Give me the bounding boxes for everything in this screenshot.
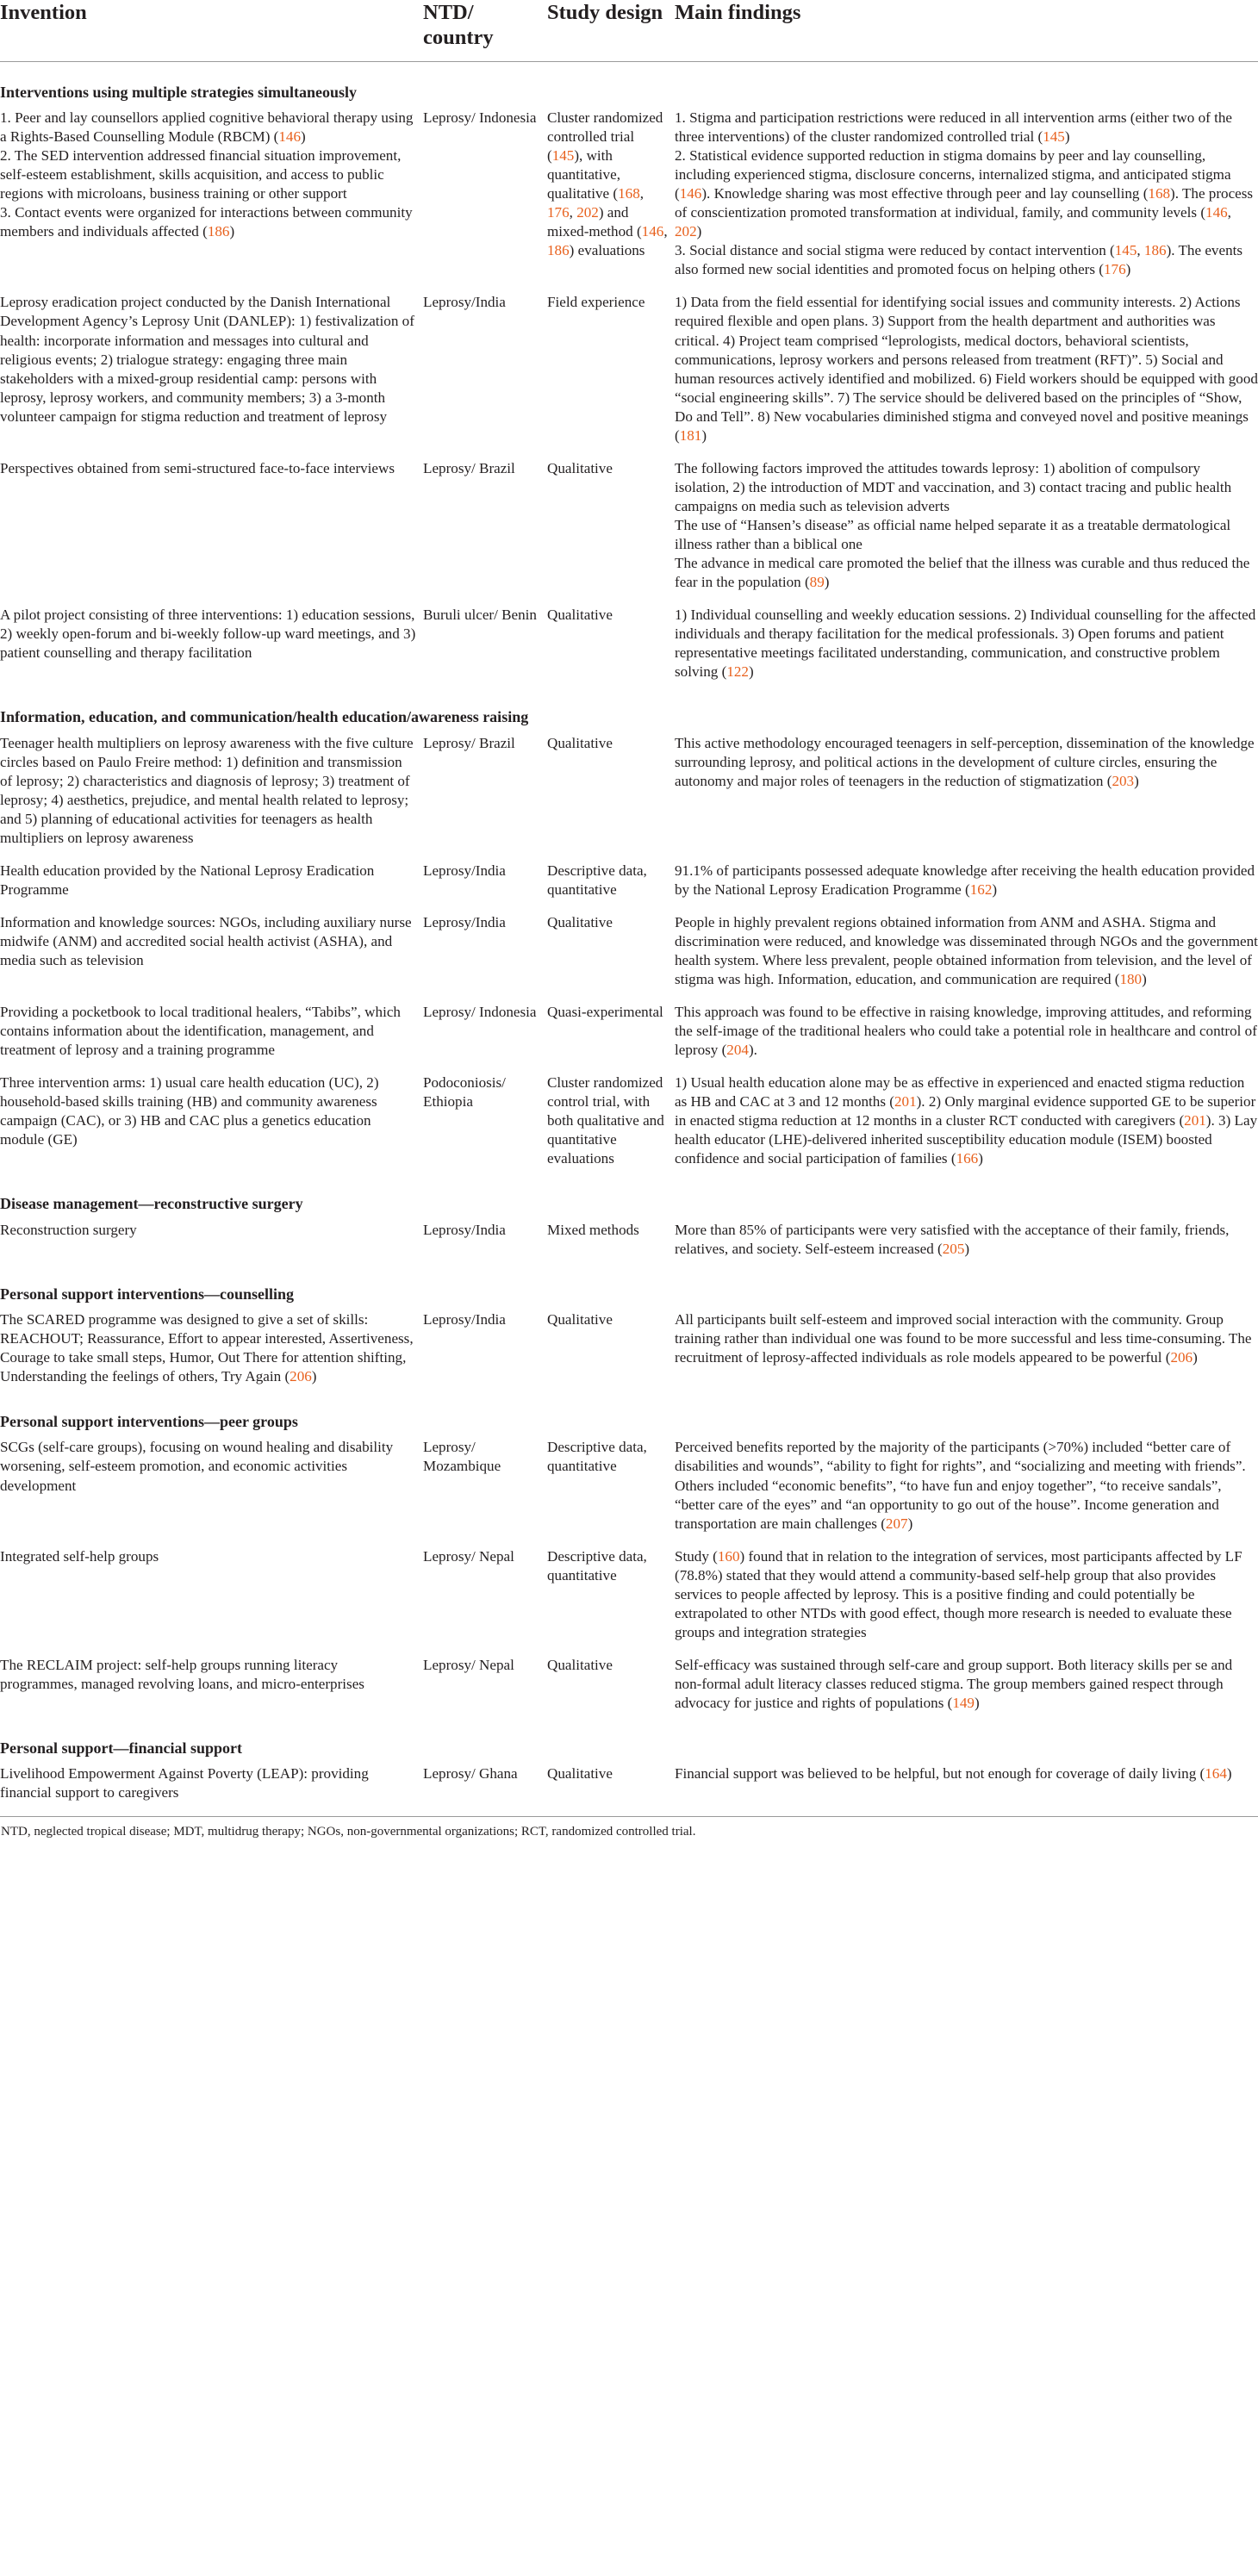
cell-text: ) (1064, 128, 1070, 146)
footnote-row (0, 1817, 1258, 1842)
table-row (0, 109, 1258, 293)
cell-text: ). 2) Only marginal evidence supported GE to be superior in enacted stigma reduction at 12 months in a cluster RCT conducted with caregivers ( (675, 1093, 1256, 1129)
study-design-cell (547, 913, 675, 1003)
ntd-country-cell: Leprosy/ Indonesia (423, 109, 537, 126)
cell-paragraph (0, 203, 416, 241)
cell-text: ) (696, 223, 702, 240)
study-design-cell (547, 606, 675, 695)
cell-text: 1. Peer and lay counsellors applied cognitive behavioral therapy using a Rights-Based Counselling Module (RBCM) ( (0, 109, 414, 146)
citation-link[interactable]: 145 (1114, 242, 1137, 259)
citation-link[interactable]: 160 (717, 1547, 740, 1565)
citation-link[interactable]: 202 (675, 223, 697, 240)
invention-cell (0, 1547, 423, 1656)
cell-paragraph (547, 1310, 668, 1329)
cell-paragraph (675, 109, 1258, 146)
cell-text: Descriptive data, quantitative (547, 1547, 647, 1584)
section-heading-row (0, 61, 1258, 109)
cell-paragraph (547, 862, 668, 899)
main-findings-cell (675, 1547, 1258, 1656)
cell-paragraph (675, 734, 1258, 791)
section-heading: Personal support—financial support (0, 1739, 243, 1758)
invention-cell (0, 734, 423, 862)
header-main-findings: Main findings (675, 0, 1258, 61)
cell-text: Qualitative (547, 913, 613, 930)
cell-text: The advance in medical care promoted the belief that the illness was curable and thus reduced the fear in the population ( (675, 555, 1250, 591)
citation-link[interactable]: 146 (641, 223, 664, 240)
table-row (0, 1547, 1258, 1656)
cell-paragraph (675, 862, 1258, 899)
cell-text: Descriptive data, quantitative (547, 862, 647, 898)
cell-text: ) (1142, 971, 1147, 988)
citation-link[interactable]: 168 (618, 185, 640, 202)
citation-link[interactable]: 164 (1205, 1765, 1227, 1783)
cell-paragraph (547, 1003, 668, 1022)
citation-link[interactable]: 146 (1205, 204, 1228, 221)
cell-text: Qualitative (547, 1765, 613, 1783)
section-heading-row (0, 1727, 1258, 1764)
cell-text: ) evaluations (569, 242, 645, 259)
cell-paragraph (0, 1003, 416, 1060)
citation-link[interactable]: 168 (1148, 185, 1171, 202)
cell-paragraph (675, 1221, 1258, 1259)
cell-text: Mixed methods (547, 1221, 639, 1238)
cell-text: 3. Social distance and social stigma were reduced by contact intervention ( (675, 242, 1115, 259)
citation-link[interactable]: 176 (547, 204, 570, 221)
table-row (0, 293, 1258, 458)
cell-text: Livelihood Empowerment Against Poverty (LEAP): providing financial support to caregivers (0, 1765, 369, 1801)
study-design-cell (547, 1764, 675, 1817)
cell-text: ) and mixed-method ( (547, 204, 642, 240)
cell-text: Field experience (547, 294, 645, 311)
invention-cell (0, 1221, 423, 1272)
table-row (0, 1310, 1258, 1400)
section-heading: Interventions using multiple strategies simultaneously (0, 83, 358, 101)
main-findings-cell (675, 734, 1258, 862)
header-study-design: Study design (547, 0, 675, 61)
citation-link[interactable]: 205 (942, 1240, 965, 1257)
cell-text: The following factors improved the attitudes towards leprosy: 1) abolition of compulsory isolation, 2) the introduction of MDT and vaccination, and 3) contact tracing and public health campaigns on media such as television adverts (675, 459, 1232, 514)
cell-text: , (1137, 242, 1144, 259)
ntd-country-cell: Leprosy/ Mozambique (423, 1439, 501, 1475)
cell-text: Study ( (675, 1547, 718, 1565)
cell-text: Quasi-experimental (547, 1004, 663, 1021)
cell-text: A pilot project consisting of three interventions: 1) education sessions, 2) weekly open-forum and bi-weekly follow-up ward meetings, and 3) patient counselling and therapy facilitation (0, 607, 416, 662)
main-findings-cell (675, 1656, 1258, 1727)
citation-link[interactable]: 201 (1184, 1112, 1206, 1129)
main-findings-cell (675, 293, 1258, 458)
section-heading-row (0, 1400, 1258, 1438)
citation-link[interactable]: 149 (952, 1694, 975, 1711)
cell-paragraph (675, 293, 1258, 445)
cell-text: ) (301, 128, 306, 146)
cell-paragraph (0, 913, 416, 970)
cell-paragraph (0, 109, 416, 146)
table-row (0, 606, 1258, 695)
cell-paragraph (675, 516, 1258, 554)
cell-paragraph (0, 1438, 416, 1495)
table-row (0, 1656, 1258, 1727)
ntd-country-cell: Leprosy/India (423, 913, 506, 930)
main-findings-cell (675, 109, 1258, 293)
cell-paragraph (0, 734, 416, 848)
cell-text: Qualitative (547, 459, 613, 476)
study-design-cell (547, 293, 675, 458)
cell-paragraph (675, 1764, 1258, 1783)
cell-paragraph (547, 1656, 668, 1675)
section-heading: Personal support interventions—peer groups (0, 1413, 298, 1431)
citation-link[interactable]: 146 (679, 185, 702, 202)
cell-text: This approach was found to be effective in raising knowledge, improving attitudes, and reforming the self-image of the traditional healers who could take a potential role in healthcare and control of leprosy ( (675, 1004, 1257, 1059)
table-header (0, 0, 1258, 61)
cell-text: This active methodology encouraged teenagers in self-perception, dissemination of the knowledge surrounding leprosy, and political actions in the development of culture circles, ensuring the autonomy and major roles of teenagers in the reduction of stigmatization ( (675, 734, 1255, 789)
ntd-country-cell: Podoconiosis/ Ethiopia (423, 1074, 506, 1111)
cell-text: ) found that in relation to the integration of services, most participants affected by LF (78.8%) stated that they would attend a community-based self-help group that also provides services to people affected by leprosy. This is a positive finding and could potentially be extrapolated to other NTDs with good effect, though more research is needed to evaluate these groups and integration strategies (675, 1547, 1242, 1640)
cell-paragraph (675, 459, 1258, 516)
citation-link[interactable]: 180 (1119, 971, 1143, 988)
citation-link[interactable]: 207 (885, 1515, 908, 1532)
cell-paragraph (547, 606, 668, 625)
cell-text: ). The events also formed new social identities and promoted focus on helping others ( (675, 242, 1243, 278)
cell-text: ) (1226, 1765, 1232, 1783)
cell-text: ). Knowledge sharing was most effective through peer and lay counselling ( (701, 185, 1149, 202)
ntd-country-cell: Leprosy/India (423, 1311, 506, 1328)
study-design-cell (547, 1221, 675, 1272)
cell-paragraph (675, 554, 1258, 592)
section-heading: Personal support interventions—counselling (0, 1285, 295, 1303)
section-heading-row (0, 1182, 1258, 1220)
citation-link[interactable]: 204 (726, 1042, 749, 1059)
table-body (0, 61, 1258, 1817)
citation-link[interactable]: 201 (894, 1093, 917, 1111)
main-findings-cell (675, 1003, 1258, 1073)
cell-paragraph (675, 146, 1258, 241)
cell-text: Descriptive data, quantitative (547, 1439, 647, 1475)
cell-paragraph (0, 293, 416, 426)
table-row (0, 1221, 1258, 1272)
cell-paragraph (675, 1003, 1258, 1060)
cell-paragraph (0, 606, 416, 663)
cell-text: Teenager health multipliers on leprosy awareness with the five culture circles based on Paulo Freire method: 1) definition and transmission of leprosy; 2) characteristics and diagnosis of leprosy; 3) treatment of leprosy; 4) aesthetics, prejudice, and mental health related to leprosy; and 5) planning of educational activities for teenagers as health multipliers on leprosy awareness (0, 734, 414, 846)
cell-text: Qualitative (547, 607, 613, 624)
cell-paragraph (0, 1221, 416, 1240)
cell-text: 2. Statistical evidence supported reduction in stigma domains by peer and lay counselling, including experienced stigma, disclosure concerns, internalized stigma, and anticipated stigma ( (675, 147, 1231, 202)
citation-link[interactable]: 181 (679, 426, 702, 444)
cell-paragraph (0, 1764, 416, 1802)
cell-text: SCGs (self-care groups), focusing on wound healing and disability worsening, self-esteem promotion, and economic activities development (0, 1439, 394, 1494)
citation-link[interactable]: 162 (969, 880, 993, 898)
invention-cell (0, 459, 423, 606)
section-heading-row (0, 1272, 1258, 1310)
ntd-country-cell: Leprosy/India (423, 1221, 506, 1238)
cell-paragraph (547, 1221, 668, 1240)
study-design-cell (547, 109, 675, 293)
cell-text: Qualitative (547, 734, 613, 751)
invention-cell (0, 1764, 423, 1817)
cell-paragraph (0, 146, 416, 203)
cell-paragraph (675, 241, 1258, 279)
study-design-cell (547, 734, 675, 862)
main-findings-cell (675, 913, 1258, 1003)
header-invention: Invention (0, 0, 423, 61)
cell-text: ) (964, 1240, 970, 1257)
cell-text: ) (1134, 772, 1139, 789)
cell-text: 1) Usual health education alone may be as effective in experienced and enacted stigma reduction as HB and CAC at 3 and 12 months ( (675, 1074, 1245, 1111)
cell-text: Providing a pocketbook to local traditional healers, “Tabibs”, which contains information about the identification, management, and treatment of leprosy and a training programme (0, 1004, 401, 1059)
main-findings-cell (675, 606, 1258, 695)
invention-cell (0, 1003, 423, 1073)
cell-text: ) (907, 1515, 913, 1532)
cell-text: ) (974, 1694, 980, 1711)
table-row (0, 913, 1258, 1003)
study-design-cell (547, 1003, 675, 1073)
table-row (0, 862, 1258, 913)
cell-text: The use of “Hansen’s disease” as official name helped separate it as a treatable dermatological illness rather than a biblical one (675, 516, 1231, 552)
study-design-cell (547, 1547, 675, 1656)
cell-text: 91.1% of participants possessed adequate knowledge after receiving the health education provided by the National Leprosy Eradication Programme ( (675, 862, 1255, 898)
cell-text: 3. Contact events were organized for interactions between community members and individuals affected ( (0, 204, 413, 240)
cell-paragraph (547, 734, 668, 753)
invention-cell (0, 109, 423, 293)
citation-link[interactable]: 206 (1170, 1349, 1193, 1366)
cell-text: ), with quantitative, qualitative ( (547, 147, 620, 202)
table-footer (0, 1817, 1258, 1842)
ntd-country-cell: Leprosy/ Nepal (423, 1656, 514, 1673)
header-ntd-country: NTD/ country (423, 0, 547, 61)
cell-paragraph (0, 862, 416, 899)
main-findings-cell (675, 1073, 1258, 1182)
study-design-cell (547, 1438, 675, 1546)
invention-cell (0, 1073, 423, 1182)
ntd-country-cell: Leprosy/India (423, 294, 506, 311)
table-row (0, 1003, 1258, 1073)
cell-text: The SCARED programme was designed to give a set of skills: REACHOUT; Reassurance, Effort to appear interested, Assertiveness, Courage to take small steps, Humor, Out There for attention shifting, Understanding the feelings of others, Try Again ( (0, 1311, 414, 1385)
table-row (0, 1073, 1258, 1182)
ntd-country-cell: Leprosy/ Nepal (423, 1547, 514, 1565)
cell-paragraph (547, 293, 668, 312)
main-findings-cell (675, 459, 1258, 606)
cell-text: Information and knowledge sources: NGOs, including auxiliary nurse midwife (ANM) and accredited social health activist (ASHA), and media such as television (0, 913, 412, 968)
cell-paragraph (675, 1547, 1258, 1642)
cell-text: ) (978, 1150, 983, 1167)
cell-text: ) (229, 223, 235, 240)
ntd-country-cell: Buruli ulcer/ Benin (423, 607, 537, 624)
main-findings-cell (675, 1310, 1258, 1400)
invention-cell (0, 606, 423, 695)
study-design-cell (547, 862, 675, 913)
table-row (0, 1438, 1258, 1546)
cell-text: ). 3) Lay health educator (LHE)-delivered inherited susceptibility education module (ISEM) boosted confidence and social participation of families ( (675, 1112, 1258, 1167)
cell-paragraph (0, 1547, 416, 1566)
section-heading: Disease management—reconstructive surgery (0, 1195, 303, 1213)
cell-text: Self-efficacy was sustained through self-care and group support. Both literacy skills per se and non-formal adult literacy classes reduced stigma. The group members gained respect through advocacy for justice and rights of populations ( (675, 1656, 1233, 1711)
cell-text: 2. The SED intervention addressed financial situation improvement, self-esteem establishment, skills acquisition, and access to public regions with microloans, business training or other support (0, 147, 402, 202)
cell-text: , (639, 185, 645, 202)
invention-cell (0, 1310, 423, 1400)
cell-paragraph (675, 1656, 1258, 1713)
cell-paragraph (547, 1764, 668, 1783)
cell-text: ). The process of conscientization promoted transformation at individual, family, and community levels ( (675, 185, 1254, 221)
cell-text: Reconstruction surgery (0, 1221, 137, 1238)
citation-link[interactable]: 206 (290, 1368, 312, 1385)
footnote: NTD, neglected tropical disease; MDT, multidrug therapy; NGOs, non-governmental organizations; RCT, randomized controlled trial. (0, 1817, 1258, 1842)
cell-text: ) (311, 1368, 317, 1385)
invention-cell (0, 913, 423, 1003)
ntd-country-cell: Leprosy/ Ghana (423, 1765, 518, 1783)
cell-paragraph (675, 1310, 1258, 1367)
citation-link[interactable]: 186 (207, 223, 230, 240)
cell-text: ) (748, 663, 754, 681)
cell-paragraph (547, 1073, 668, 1168)
citation-link[interactable]: 145 (1043, 128, 1065, 146)
citation-link[interactable]: 186 (1143, 242, 1167, 259)
cell-text: Three intervention arms: 1) usual care health education (UC), 2) household-based skills training (HB) and community awareness campaign (CAC), or 3) HB and CAC plus a genetics education module (GE) (0, 1074, 379, 1148)
cell-text: Qualitative (547, 1311, 613, 1328)
study-design-cell (547, 1073, 675, 1182)
cell-text: Perceived benefits reported by the majority of the participants (>70%) included “better care of disabilities and wounds”, “ability to fight for rights”, and “socializing and meeting with friends”. Others included “economic benefits”, “to have fun and enjoy together”, “to receive sandals”, “better care of the eyes” and “an opportunity to go out of the house”. Income generation and transportation are main challenges ( (675, 1439, 1246, 1532)
study-design-cell (547, 459, 675, 606)
main-findings-cell (675, 1438, 1258, 1546)
cell-paragraph (675, 1073, 1258, 1168)
citation-link[interactable]: 146 (278, 128, 301, 146)
cell-text: More than 85% of participants were very satisfied with the acceptance of their family, friends, relatives, and society. Self-esteem increased ( (675, 1221, 1230, 1257)
cell-text: ) (1125, 261, 1131, 278)
cell-text: 1) Data from the field essential for identifying social issues and community interests. 2) Actions required flexible and open plans. 3) Support from the health department and authorities was critical. 4) Project team comprised “leprologists, medical doctors, behavioral scientists, communications, leprosy workers and persons released from treatment (RFT)”. 5) Social and human resources actively identified and mobilized. 6) Field workers should be equipped with good “social engineering skills”. 7) The service should be delivered based on the principles of “Show, Do and Tell”. 8) New vocabularies diminished stigma and conveyed novel and positive meanings ( (675, 294, 1258, 444)
cell-paragraph (0, 1073, 416, 1149)
header-row (0, 0, 1258, 61)
cell-paragraph (547, 459, 668, 478)
table-row (0, 459, 1258, 606)
ntd-country-cell: Leprosy/ Brazil (423, 734, 515, 751)
ntd-country-cell: Leprosy/India (423, 862, 506, 879)
citation-link[interactable]: 176 (1103, 261, 1126, 278)
cell-paragraph (547, 1547, 668, 1585)
cell-paragraph (0, 1310, 416, 1386)
study-design-cell (547, 1310, 675, 1400)
cell-text: ) (992, 880, 998, 898)
cell-text: , (569, 204, 577, 221)
cell-paragraph (547, 913, 668, 932)
cell-paragraph (547, 109, 668, 260)
section-heading: Information, education, and communication/health education/awareness raising (0, 708, 529, 726)
citation-link[interactable]: 166 (956, 1150, 979, 1167)
cell-text: People in highly prevalent regions obtained information from ANM and ASHA. Stigma and discrimination were reduced, and knowledge was disseminated through NGOs and the government health system. Where less prevalent, people obtained information from television, and the level of stigma was high. Information, education, and communication are required ( (675, 913, 1258, 988)
cell-paragraph (0, 1656, 416, 1694)
cell-text: , (663, 223, 668, 240)
cell-text: ) (701, 426, 707, 444)
cell-paragraph (675, 606, 1258, 681)
cell-text: ). (748, 1042, 757, 1059)
invention-cell (0, 1438, 423, 1546)
citation-link[interactable]: 145 (551, 147, 575, 165)
ntd-country-cell: Leprosy/ Brazil (423, 459, 515, 476)
cell-text: All participants built self-esteem and improved social interaction with the community. Group training rather than individual one was found to be more successful and less time-consuming. The recruitment of leprosy-affected individuals as role models appeared to be powerful ( (675, 1311, 1252, 1366)
cell-paragraph (675, 1438, 1258, 1533)
cell-text: 1. Stigma and participation restrictions were reduced in all intervention arms (either two of the three interventions) of the cluster randomized controlled trial ( (675, 109, 1232, 146)
cell-text: Financial support was believed to be helpful, but not enough for coverage of daily living ( (675, 1765, 1205, 1783)
table-row (0, 1764, 1258, 1817)
cell-text: , (1227, 204, 1231, 221)
cell-paragraph (0, 459, 416, 478)
cell-paragraph (547, 1438, 668, 1476)
study-design-cell (547, 1656, 675, 1727)
invention-cell (0, 293, 423, 458)
cell-text: ) (1193, 1349, 1198, 1366)
invention-cell (0, 1656, 423, 1727)
main-findings-cell (675, 862, 1258, 913)
cell-text: Cluster randomized control trial, with both qualitative and quantitative evaluations (547, 1074, 664, 1167)
cell-text: Integrated self-help groups (0, 1547, 159, 1565)
citation-link[interactable]: 203 (1112, 772, 1135, 789)
citation-link[interactable]: 122 (726, 663, 749, 681)
ntd-country-cell: Leprosy/ Indonesia (423, 1004, 537, 1021)
cell-text: Qualitative (547, 1656, 613, 1673)
table-row (0, 734, 1258, 862)
cell-text: Cluster randomized controlled trial ( (547, 109, 663, 165)
section-heading-row (0, 695, 1258, 733)
cell-text: ) (824, 574, 830, 591)
cell-paragraph (675, 913, 1258, 989)
cell-text: Health education provided by the National Leprosy Eradication Programme (0, 862, 375, 898)
cell-text: 1) Individual counselling and weekly education sessions. 2) Individual counselling for the affected individuals and therapy facilitation for the medical professionals. 3) Open forums and patient representative meetings facilitated understanding, communication, and constructive problem solving ( (675, 607, 1256, 681)
citation-link[interactable]: 202 (576, 204, 599, 221)
citation-link[interactable]: 186 (547, 242, 570, 259)
cell-text: Leprosy eradication project conducted by the Danish International Development Agency’s Leprosy Unit (DANLEP): 1) festivalization of health: incorporate information and messages into cultural and religious events; 2) trialogue strategy: engaging three main stakeholders with a mixed-group residential camp: persons with leprosy, leprosy workers, and community members; 3) a 3-month volunteer campaign for stigma reduction and treatment of leprosy (0, 294, 414, 425)
citation-link[interactable]: 89 (809, 574, 825, 591)
cell-text: The RECLAIM project: self-help groups running literacy programmes, managed revolving loans, and micro-enterprises (0, 1656, 364, 1692)
cell-text: Perspectives obtained from semi-structured face-to-face interviews (0, 459, 395, 476)
main-findings-cell (675, 1221, 1258, 1272)
main-findings-cell (675, 1764, 1258, 1817)
invention-cell (0, 862, 423, 913)
